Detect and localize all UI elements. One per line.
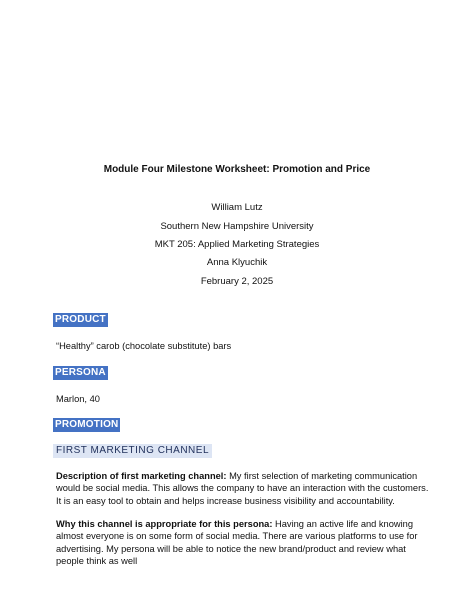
persona-heading: PERSONA (55, 367, 106, 378)
channel-appropriateness-text: Having an active life and knowing almost everyone is on some form of social media. There are various platforms to use for advertising. My persona will be able to notice the new brand/product and review what people think as well (56, 519, 418, 567)
channel-appropriateness-label: Why this channel is appropriate for this persona: (56, 519, 273, 529)
institution-name: Southern New Hampshire University (160, 221, 314, 232)
instructor-name: Anna Klyuchik (206, 257, 268, 268)
course-name: MKT 205: Applied Marketing Strategies (154, 239, 320, 250)
promotion-heading: PROMOTION (55, 419, 119, 430)
channel-description-paragraph (56, 470, 430, 507)
product-text: “Healthy” carob (chocolate substitute) bars (56, 341, 232, 351)
channel-description-text: My first selection of marketing communication would be social media. This allows the company to have an interaction with the customers. It is an easy tool to obtain and helps increase business visibility and accountability. (56, 471, 429, 506)
channel-description-label: Description of first marketing channel: (56, 471, 227, 481)
document-date: February 2, 2025 (200, 276, 274, 287)
persona-text: Marlon, 40 (56, 394, 100, 404)
author-name: William Lutz (211, 202, 263, 213)
channel-appropriateness-paragraph (56, 518, 430, 568)
first-channel-subheading: FIRST MARKETING CHANNEL (53, 444, 212, 458)
document-title: Module Four Milestone Worksheet: Promotion and Price (103, 164, 371, 175)
product-heading: PRODUCT (55, 314, 106, 325)
